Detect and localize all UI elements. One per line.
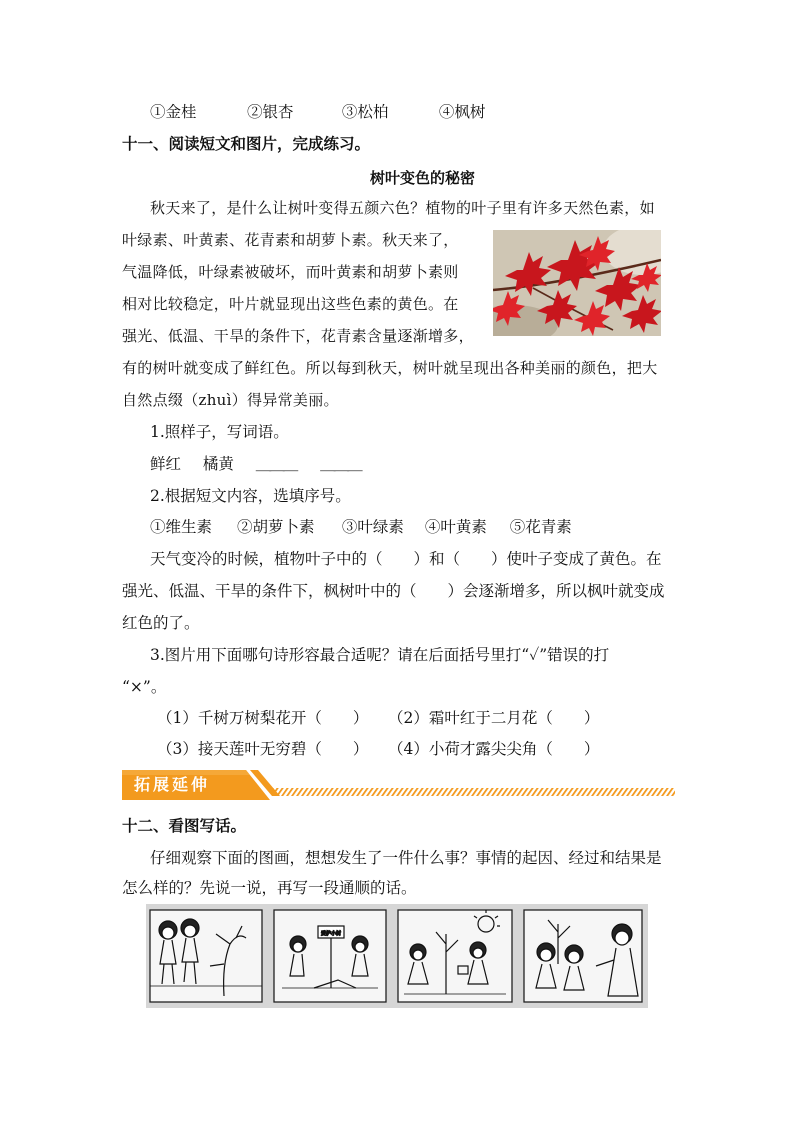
answer-blank[interactable]: ＿＿＿ xyxy=(255,455,297,473)
q10-options xyxy=(150,101,485,123)
sub2-option: ④叶黄素 xyxy=(424,518,487,536)
q10-option: ③松柏 xyxy=(341,103,389,121)
q11-heading: 十一、阅读短文和图片，完成练习。 xyxy=(122,135,371,153)
sub3-prompt: “×”。 xyxy=(122,678,167,696)
sub2-options xyxy=(150,516,572,538)
sub2-fill-line[interactable]: 天气变冷的时候，植物叶子中的（ ）和（ ）使叶子变成了黄色。在 xyxy=(150,550,662,568)
passage-title: 树叶变色的秘密 xyxy=(370,169,476,187)
sub3-choice[interactable]: （1）千树万树梨花开（ ） xyxy=(157,709,369,727)
maple-leaves-photo xyxy=(493,230,661,336)
comic-strip-image xyxy=(146,904,648,1008)
example-word: 鲜红 xyxy=(150,455,182,473)
q12-text-line: 仔细观察下面的图画，想想发生了一件什么事？事情的起因、经过和结果是 xyxy=(150,849,662,867)
passage-line: 气温降低，叶绿素被破坏，而叶黄素和胡萝卜素则 xyxy=(122,263,459,281)
passage-line: 自然点缀（zhuì）得异常美丽。 xyxy=(122,391,339,409)
q12-text-line: 怎么样的？先说一说，再写一段通顺的话。 xyxy=(122,879,417,897)
passage-line: 叶绿素、叶黄素、花青素和胡萝卜素。秋天来了， xyxy=(122,231,459,249)
passage-line: 秋天来了，是什么让树叶变得五颜六色？植物的叶子里有许多天然色素，如 xyxy=(150,199,655,217)
section-banner xyxy=(122,766,675,802)
q10-option: ①金桂 xyxy=(150,103,197,121)
answer-blank[interactable]: ＿＿＿ xyxy=(320,455,361,473)
example-word: 橘黄 xyxy=(202,455,234,473)
sub2-option: ②胡萝卜素 xyxy=(236,518,315,536)
passage-line: 相对比较稳定，叶片就显现出这些色素的黄色。在 xyxy=(122,295,459,313)
sub2-prompt: 2.根据短文内容，选填序号。 xyxy=(150,487,351,505)
sub2-option: ⑤花青素 xyxy=(509,518,572,536)
q10-option: ④枫树 xyxy=(438,103,486,121)
passage-line: 有的树叶就变成了鲜红色。所以每到秋天，树叶就呈现出各种美丽的颜色，把大 xyxy=(122,359,658,377)
comic-sign-text: 爱护小树 xyxy=(321,931,342,937)
sub2-option: ③叶绿素 xyxy=(341,518,404,536)
sub3-choice[interactable]: （3）接天莲叶无穷碧（ ） xyxy=(157,740,369,758)
banner-label: 拓展延伸 xyxy=(134,775,211,794)
sub3-choice[interactable]: （2）霜叶红于二月花（ ） xyxy=(388,709,600,727)
sub2-fill-line[interactable]: 强光、低温、干旱的条件下，枫树叶中的（ ）会逐渐增多，所以枫叶就变成 xyxy=(122,582,665,600)
q12-heading: 十二、看图写话。 xyxy=(122,817,247,835)
sub3-prompt: 3.图片用下面哪句诗形容最合适呢？请在后面括号里打“✓”错误的打 xyxy=(150,646,610,664)
sub1-row xyxy=(150,453,361,475)
sub1-prompt: 1.照样子，写词语。 xyxy=(150,423,289,441)
q10-option: ②银杏 xyxy=(246,103,294,121)
sub2-fill-line: 红色的了。 xyxy=(122,614,200,632)
sub3-choice[interactable]: （4）小荷才露尖尖角（ ） xyxy=(388,740,600,758)
sub2-option: ①维生素 xyxy=(150,518,213,536)
passage-line: 强光、低温、干旱的条件下，花青素含量逐渐增多， xyxy=(122,327,474,345)
